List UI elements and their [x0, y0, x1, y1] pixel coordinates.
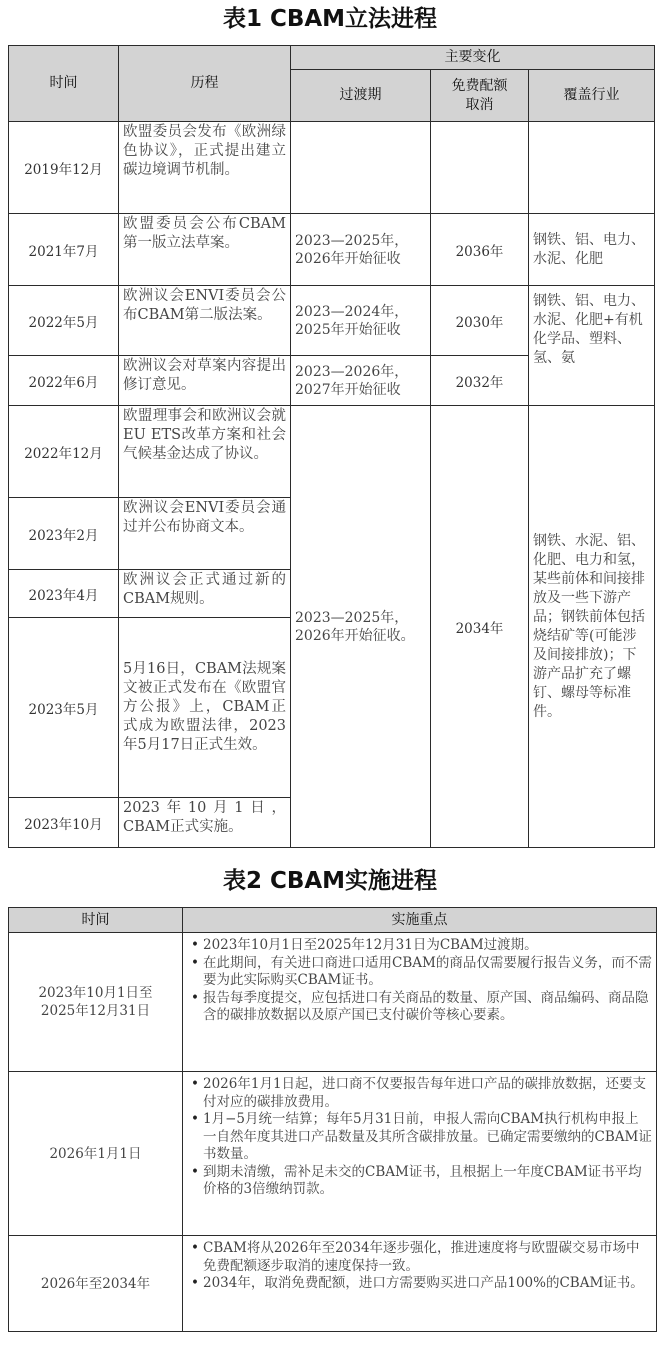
row-time: [9, 933, 183, 1072]
row-time: 2021年7月: [9, 214, 119, 286]
list-item: • 报告每季度提交，应包括进口有关商品的数量、原产国、商品编码、商品隐含的碳排放数据以及原产国已支付碳价等核心要素。: [203, 990, 652, 1025]
table-row: [9, 406, 655, 498]
transition-cell: 2023—2024年，2025年开始征收: [291, 286, 431, 356]
header-main-changes: 主要变化: [291, 46, 655, 70]
list-item: • 2034年，取消免费配额，进口方需要购买进口产品100%的CBAM证书。: [203, 1275, 652, 1293]
free-quota-cell: 2030年: [431, 286, 529, 356]
free-quota-cell: 2032年: [431, 356, 529, 406]
header-history: 历程: [119, 46, 291, 122]
table-row: [9, 122, 655, 214]
list-item: • 到期未清缴，需补足未交的CBAM证书，且根据上一年度CBAM证书平均价格的3倍缴纳罚款。: [203, 1164, 652, 1199]
row-time: 2026年1月1日: [9, 1072, 183, 1236]
table-row: [9, 1236, 657, 1332]
empty-cell: [529, 122, 655, 214]
row-history: 2023年10月1日，CBAM正式实施。: [119, 798, 291, 848]
row-points: [183, 933, 657, 1072]
table1-title: 表1 CBAM立法进程: [222, 6, 438, 32]
row-history: 欧盟理事会和欧洲议会就EU ETS改革方案和社会气候基金达成了协议。: [119, 406, 291, 498]
list-item: • 2026年1月1日起，进口商不仅要报告每年进口产品的碳排放数据，还要支付对应的碳排放费用。: [203, 1076, 652, 1111]
header-free-quota: 免费配额取消: [431, 70, 529, 122]
row-time: 2022年6月: [9, 356, 119, 406]
header-transition: 过渡期: [291, 70, 431, 122]
empty-cell: [431, 122, 529, 214]
free-quota-cell: 2036年: [431, 214, 529, 286]
row-time: 2019年12月: [9, 122, 119, 214]
row-points: [183, 1072, 657, 1236]
row-time: 2026年至2034年: [9, 1236, 183, 1332]
header-time: 时间: [9, 46, 119, 122]
row-history: 欧盟委员会公布CBAM第一版立法草案。: [119, 214, 291, 286]
list-item: • 1月−5月统一结算；每年5月31日前，申报人需向CBAM执行机构申报上一自然年度其进口产品数量及其所含碳排放量。已确定需要缴纳的CBAM证书数量。: [203, 1111, 652, 1164]
header-industries: 覆盖行业: [529, 70, 655, 122]
transition-cell: 2023—2025年，2026年开始征收: [291, 214, 431, 286]
header-time: 时间: [9, 908, 183, 933]
row-history: 欧洲议会ENVI委员会公布CBAM第二版法案。: [119, 286, 291, 356]
industry-cell: 钢铁、铝、电力、水泥、化肥: [529, 214, 655, 286]
row-time: 2022年5月: [9, 286, 119, 356]
header-focus: 实施重点: [183, 908, 657, 933]
table-row: [9, 214, 655, 286]
legislation-table: [8, 45, 655, 848]
row-history: 欧洲议会ENVI委员会通过并公布协商文本。: [119, 498, 291, 570]
table-row: [9, 933, 657, 1072]
table-row: [9, 286, 655, 356]
time-line: 2023年10月1日至: [38, 985, 153, 1001]
industry-cell: 钢铁、铝、电力、水泥、化肥+有机化学品、塑料、氢、氨: [529, 286, 655, 406]
list-item: • 2023年10月1日至2025年12月31日为CBAM过渡期。: [203, 937, 652, 955]
implementation-table: [8, 907, 657, 1332]
industry-cell: 钢铁、水泥、铝、化肥、电力和氢，某些前体和间接排放及一些下游产品；钢铁前体包括烧结矿等(可能涉及间接排放)；下游产品扩充了螺钉、螺母等标准件。: [529, 406, 655, 848]
empty-cell: [291, 122, 431, 214]
transition-cell: 2023—2025年，2026年开始征收。: [291, 406, 431, 848]
list-item: • 在此期间，有关进口商进口适用CBAM的商品仅需要履行报告义务，而不需要为此实际购买CBAM证书。: [203, 955, 652, 990]
row-time: 2022年12月: [9, 406, 119, 498]
row-history: 欧洲议会正式通过新的CBAM规则。: [119, 570, 291, 618]
row-history: 欧洲议会对草案内容提出修订意见。: [119, 356, 291, 406]
row-history: 欧盟委员会发布《欧洲绿色协议》，正式提出建立碳边境调节机制。: [119, 122, 291, 214]
time-line: 2025年12月31日: [40, 1003, 151, 1019]
row-time: 2023年2月: [9, 498, 119, 570]
row-time: 2023年4月: [9, 570, 119, 618]
row-time: 2023年10月: [9, 798, 119, 848]
table2-title: 表2 CBAM实施进程: [222, 868, 438, 894]
row-time: 2023年5月: [9, 618, 119, 798]
transition-cell: 2023—2026年，2027年开始征收: [291, 356, 431, 406]
table-row: [9, 1072, 657, 1236]
free-quota-cell: 2034年: [431, 406, 529, 848]
row-history: 5月16日，CBAM法规案文被正式发布在《欧盟官方公报》上，CBAM正式成为欧盟法律，2023年5月17日正式生效。: [119, 618, 291, 798]
row-points: [183, 1236, 657, 1332]
list-item: • CBAM将从2026年至2034年逐步强化，推进速度将与欧盟碳交易市场中免费配额逐步取消的速度保持一致。: [203, 1240, 652, 1275]
